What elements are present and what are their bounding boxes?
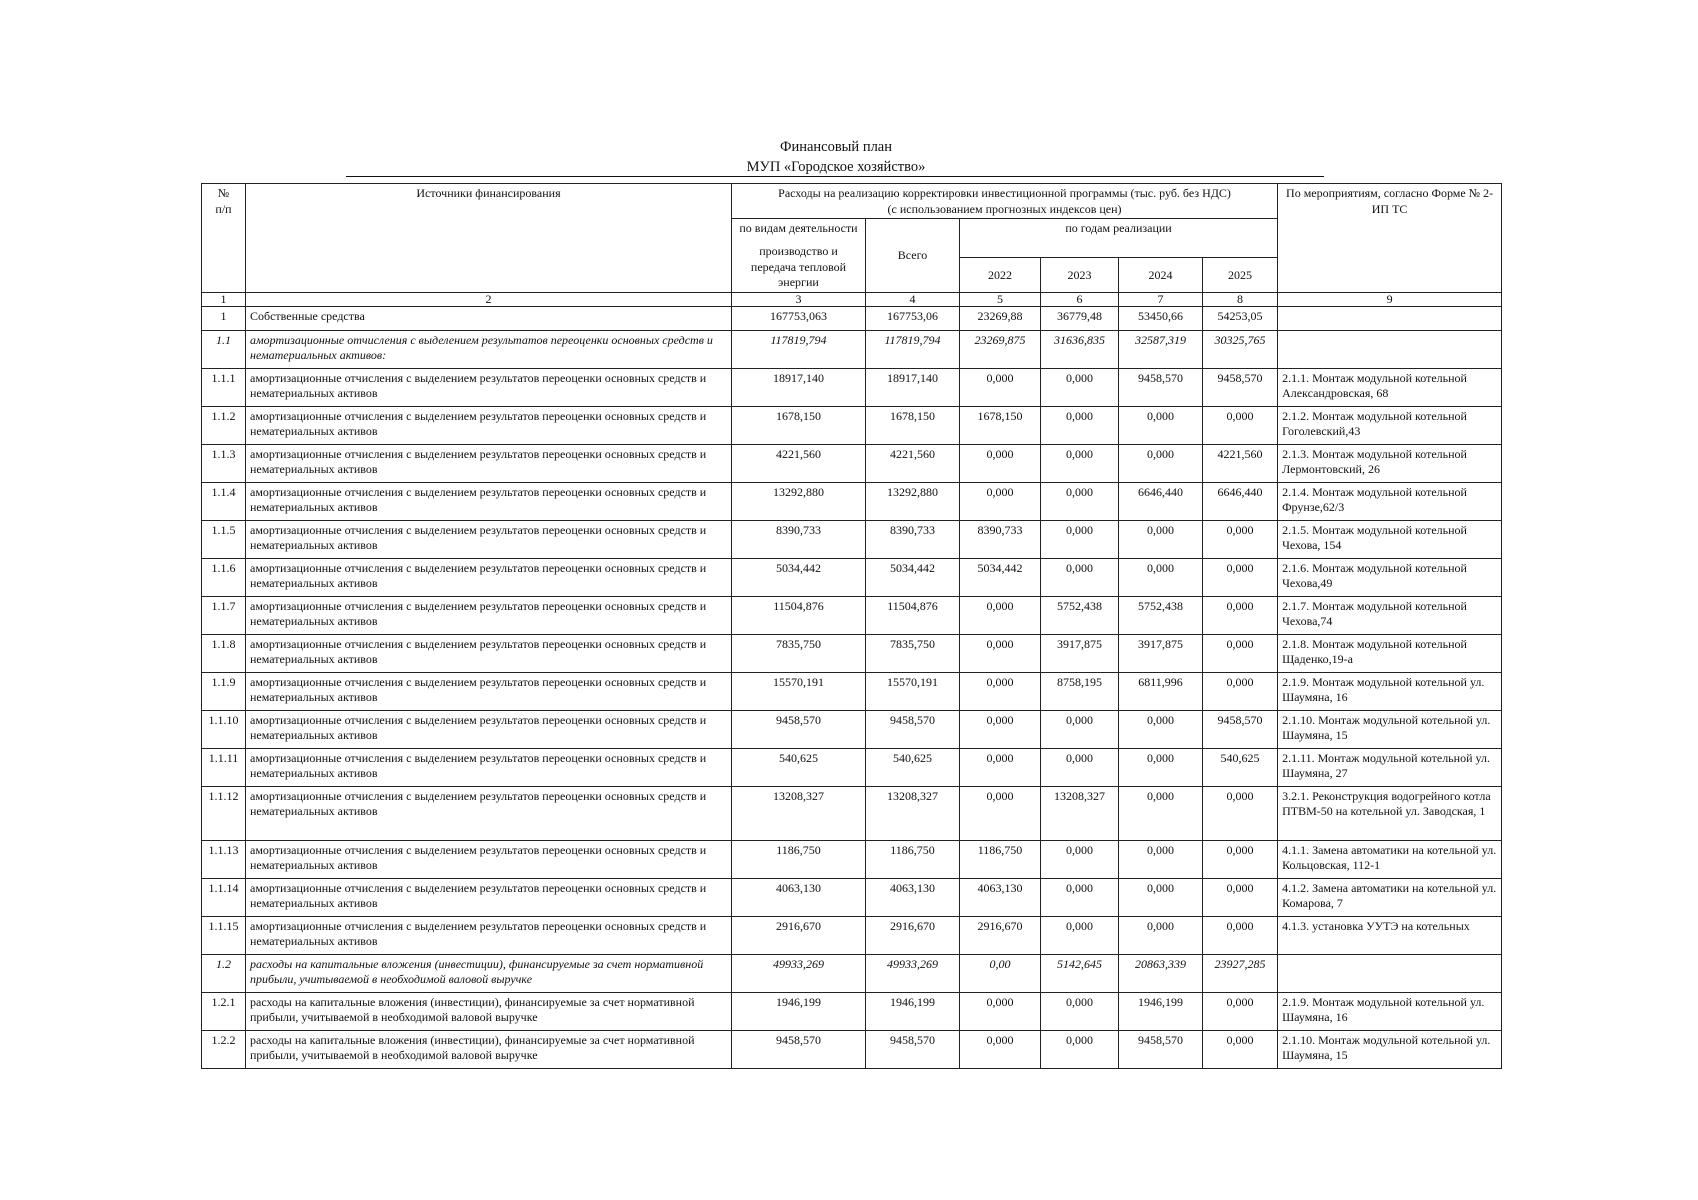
column-number: 5 <box>960 292 1041 306</box>
event-cell: 2.1.11. Монтаж модульной котельной ул. Шаумяна, 27 <box>1278 748 1502 786</box>
year-2023-cell: 0,000 <box>1041 444 1119 482</box>
year-2022-cell: 23269,88 <box>960 306 1041 330</box>
header-col-expenses: Расходы на реализацию корректировки инвестиционной программы (тыс. руб. без НДС) (с использованием прогнозных индексов цен) <box>732 184 1278 219</box>
table-row <box>202 306 1502 330</box>
event-cell: 2.1.9. Монтаж модульной котельной ул. Шаумяна, 16 <box>1278 672 1502 710</box>
table-row <box>202 406 1502 444</box>
table-body <box>202 306 1502 1068</box>
total-amount-cell: 1186,750 <box>866 840 960 878</box>
year-2024-cell: 0,000 <box>1119 878 1203 916</box>
row-number-cell: 1.1.7 <box>202 596 246 634</box>
table-row <box>202 710 1502 748</box>
year-2023-cell: 31636,835 <box>1041 330 1119 368</box>
year-2025-cell: 0,000 <box>1203 1030 1278 1068</box>
header-col-num: № п/п <box>202 184 246 293</box>
year-2023-cell: 0,000 <box>1041 992 1119 1030</box>
activity-amount-cell: 49933,269 <box>732 954 866 992</box>
activity-amount-cell: 117819,794 <box>732 330 866 368</box>
activity-amount-cell: 540,625 <box>732 748 866 786</box>
year-2025-cell: 0,000 <box>1203 406 1278 444</box>
financing-source-cell: амортизационные отчисления с выделением результатов переоценки основных средств и нематериальных активов <box>246 878 732 916</box>
year-2022-cell: 0,000 <box>960 710 1041 748</box>
row-number-cell: 1.1.6 <box>202 558 246 596</box>
total-amount-cell: 9458,570 <box>866 1030 960 1068</box>
activity-amount-cell: 13292,880 <box>732 482 866 520</box>
year-2025-cell: 6646,440 <box>1203 482 1278 520</box>
organization-name: МУП «Городское хозяйство» <box>746 159 926 175</box>
total-amount-cell: 49933,269 <box>866 954 960 992</box>
total-amount-cell: 11504,876 <box>866 596 960 634</box>
activity-amount-cell: 2916,670 <box>732 916 866 954</box>
year-2024-cell: 9458,570 <box>1119 368 1203 406</box>
table-row <box>202 368 1502 406</box>
year-2025-cell: 0,000 <box>1203 786 1278 840</box>
year-2024-cell: 0,000 <box>1119 444 1203 482</box>
year-2023-cell: 13208,327 <box>1041 786 1119 840</box>
year-2022-cell: 23269,875 <box>960 330 1041 368</box>
year-2024-cell: 0,000 <box>1119 786 1203 840</box>
financing-source-cell: амортизационные отчисления с выделением результатов переоценки основных средств и нематериальных активов <box>246 368 732 406</box>
financial-plan-table <box>201 183 1502 1069</box>
year-2025-cell: 9458,570 <box>1203 368 1278 406</box>
row-number-cell: 1.1.11 <box>202 748 246 786</box>
financing-source-cell: амортизационные отчисления с выделением результатов переоценки основных средств и нематериальных активов <box>246 520 732 558</box>
financing-source-cell: амортизационные отчисления с выделением результатов переоценки основных средств и нематериальных активов <box>246 558 732 596</box>
event-cell: 2.1.7. Монтаж модульной котельной Чехова,74 <box>1278 596 1502 634</box>
total-amount-cell: 13292,880 <box>866 482 960 520</box>
header-col-activity-bottom: производство и передача тепловой энергии <box>732 242 866 292</box>
year-2025-cell: 9458,570 <box>1203 710 1278 748</box>
activity-amount-cell: 7835,750 <box>732 634 866 672</box>
header-col-total: Всего <box>866 219 960 293</box>
table-row <box>202 786 1502 840</box>
year-2024-cell: 0,000 <box>1119 916 1203 954</box>
year-2025-cell: 4221,560 <box>1203 444 1278 482</box>
row-number-cell: 1.2.1 <box>202 992 246 1030</box>
financing-source-cell: расходы на капитальные вложения (инвестиции), финансируемые за счет нормативной прибыли, учитываемой в необходимой валовой выручке <box>246 992 732 1030</box>
row-number-cell: 1.1.12 <box>202 786 246 840</box>
year-2024-cell: 3917,875 <box>1119 634 1203 672</box>
year-2022-cell: 0,000 <box>960 444 1041 482</box>
table-row <box>202 482 1502 520</box>
year-2023-cell: 0,000 <box>1041 558 1119 596</box>
event-cell: 2.1.5. Монтаж модульной котельной Чехова, 154 <box>1278 520 1502 558</box>
activity-amount-cell: 4063,130 <box>732 878 866 916</box>
row-number-cell: 1 <box>202 306 246 330</box>
year-2022-cell: 0,000 <box>960 634 1041 672</box>
table-header <box>202 184 1502 307</box>
event-cell <box>1278 330 1502 368</box>
year-2023-cell: 0,000 <box>1041 406 1119 444</box>
table-row <box>202 748 1502 786</box>
header-year-2022: 2022 <box>960 258 1041 292</box>
activity-amount-cell: 8390,733 <box>732 520 866 558</box>
year-2022-cell: 1678,150 <box>960 406 1041 444</box>
title-underline <box>346 176 1324 177</box>
column-number: 7 <box>1119 292 1203 306</box>
activity-amount-cell: 1946,199 <box>732 992 866 1030</box>
event-cell: 2.1.8. Монтаж модульной котельной Щаденко,19-а <box>1278 634 1502 672</box>
financing-source-cell: Собственные средства <box>246 306 732 330</box>
column-number: 6 <box>1041 292 1119 306</box>
year-2022-cell: 0,00 <box>960 954 1041 992</box>
table-row <box>202 520 1502 558</box>
total-amount-cell: 4221,560 <box>866 444 960 482</box>
event-cell <box>1278 306 1502 330</box>
activity-amount-cell: 13208,327 <box>732 786 866 840</box>
year-2025-cell: 0,000 <box>1203 672 1278 710</box>
table-row <box>202 992 1502 1030</box>
activity-amount-cell: 167753,063 <box>732 306 866 330</box>
event-cell: 4.1.2. Замена автоматики на котельной ул. Комарова, 7 <box>1278 878 1502 916</box>
header-col-source: Источники финансирования <box>246 184 732 293</box>
year-2024-cell: 6646,440 <box>1119 482 1203 520</box>
financing-source-cell: амортизационные отчисления с выделением результатов переоценки основных средств и нематериальных активов <box>246 840 732 878</box>
year-2022-cell: 0,000 <box>960 482 1041 520</box>
header-year-2024: 2024 <box>1119 258 1203 292</box>
row-number-cell: 1.1.10 <box>202 710 246 748</box>
row-number-cell: 1.1.2 <box>202 406 246 444</box>
year-2023-cell: 3917,875 <box>1041 634 1119 672</box>
column-number: 9 <box>1278 292 1502 306</box>
year-2023-cell: 5142,645 <box>1041 954 1119 992</box>
financing-source-cell: расходы на капитальные вложения (инвестиции), финансируемые за счет нормативной прибыли, учитываемой в необходимой валовой выручке <box>246 954 732 992</box>
financing-source-cell: амортизационные отчисления с выделением результатов переоценки основных средств и нематериальных активов <box>246 482 732 520</box>
column-number: 8 <box>1203 292 1278 306</box>
financing-source-cell: амортизационные отчисления с выделением результатов переоценки основных средств и нематериальных активов <box>246 634 732 672</box>
table-row <box>202 330 1502 368</box>
header-years-spacer <box>960 242 1278 258</box>
row-number-cell: 1.1.1 <box>202 368 246 406</box>
year-2022-cell: 8390,733 <box>960 520 1041 558</box>
year-2023-cell: 0,000 <box>1041 748 1119 786</box>
table-row <box>202 878 1502 916</box>
year-2023-cell: 5752,438 <box>1041 596 1119 634</box>
year-2022-cell: 0,000 <box>960 786 1041 840</box>
year-2025-cell: 0,000 <box>1203 878 1278 916</box>
financing-source-cell: амортизационные отчисления с выделением результатов переоценки основных средств и нематериальных активов <box>246 672 732 710</box>
row-number-cell: 1.1.9 <box>202 672 246 710</box>
row-number-cell: 1.1.13 <box>202 840 246 878</box>
year-2022-cell: 0,000 <box>960 1030 1041 1068</box>
event-cell: 4.1.1. Замена автоматики на котельной ул. Кольцовская, 112-1 <box>1278 840 1502 878</box>
activity-amount-cell: 11504,876 <box>732 596 866 634</box>
table-row <box>202 954 1502 992</box>
financing-source-cell: амортизационные отчисления с выделением результатов переоценки основных средств и нематериальных активов: <box>246 330 732 368</box>
year-2025-cell: 540,625 <box>1203 748 1278 786</box>
event-cell: 2.1.6. Монтаж модульной котельной Чехова,49 <box>1278 558 1502 596</box>
financing-source-cell: амортизационные отчисления с выделением результатов переоценки основных средств и нематериальных активов <box>246 786 732 840</box>
financing-source-cell: амортизационные отчисления с выделением результатов переоценки основных средств и нематериальных активов <box>246 406 732 444</box>
year-2023-cell: 0,000 <box>1041 916 1119 954</box>
header-year-2025: 2025 <box>1203 258 1278 292</box>
year-2022-cell: 0,000 <box>960 672 1041 710</box>
activity-amount-cell: 9458,570 <box>732 1030 866 1068</box>
activity-amount-cell: 15570,191 <box>732 672 866 710</box>
year-2025-cell: 0,000 <box>1203 992 1278 1030</box>
activity-amount-cell: 5034,442 <box>732 558 866 596</box>
column-number: 3 <box>732 292 866 306</box>
header-col-activity-top: по видам деятельности <box>732 219 866 243</box>
event-cell: 2.1.10. Монтаж модульной котельной ул. Шаумяна, 15 <box>1278 1030 1502 1068</box>
year-2025-cell: 23927,285 <box>1203 954 1278 992</box>
year-2024-cell: 20863,339 <box>1119 954 1203 992</box>
year-2023-cell: 0,000 <box>1041 1030 1119 1068</box>
total-amount-cell: 4063,130 <box>866 878 960 916</box>
year-2025-cell: 0,000 <box>1203 916 1278 954</box>
table-row <box>202 840 1502 878</box>
column-number: 4 <box>866 292 960 306</box>
year-2024-cell: 0,000 <box>1119 406 1203 444</box>
event-cell: 2.1.10. Монтаж модульной котельной ул. Шаумяна, 15 <box>1278 710 1502 748</box>
activity-amount-cell: 1186,750 <box>732 840 866 878</box>
year-2025-cell: 0,000 <box>1203 520 1278 558</box>
year-2022-cell: 0,000 <box>960 748 1041 786</box>
financing-source-cell: амортизационные отчисления с выделением результатов переоценки основных средств и нематериальных активов <box>246 444 732 482</box>
event-cell: 3.2.1. Реконструкция водогрейного котла ПТВМ-50 на котельной ул. Заводская, 1 <box>1278 786 1502 840</box>
year-2024-cell: 9458,570 <box>1119 1030 1203 1068</box>
header-year-2023: 2023 <box>1041 258 1119 292</box>
year-2023-cell: 0,000 <box>1041 840 1119 878</box>
event-cell: 4.1.3. установка УУТЭ на котельных <box>1278 916 1502 954</box>
total-amount-cell: 7835,750 <box>866 634 960 672</box>
column-number-row <box>202 292 1502 306</box>
total-amount-cell: 117819,794 <box>866 330 960 368</box>
total-amount-cell: 9458,570 <box>866 710 960 748</box>
year-2022-cell: 0,000 <box>960 368 1041 406</box>
event-cell <box>1278 954 1502 992</box>
year-2024-cell: 32587,319 <box>1119 330 1203 368</box>
year-2023-cell: 8758,195 <box>1041 672 1119 710</box>
year-2023-cell: 0,000 <box>1041 482 1119 520</box>
year-2024-cell: 5752,438 <box>1119 596 1203 634</box>
row-number-cell: 1.1.4 <box>202 482 246 520</box>
year-2023-cell: 36779,48 <box>1041 306 1119 330</box>
document-title: Финансовый план <box>779 139 893 155</box>
year-2025-cell: 0,000 <box>1203 596 1278 634</box>
table-row <box>202 444 1502 482</box>
event-cell: 2.1.3. Монтаж модульной котельной Лермонтовский, 26 <box>1278 444 1502 482</box>
financing-source-cell: амортизационные отчисления с выделением результатов переоценки основных средств и нематериальных активов <box>246 710 732 748</box>
table-row <box>202 916 1502 954</box>
event-cell: 2.1.9. Монтаж модульной котельной ул. Шаумяна, 16 <box>1278 992 1502 1030</box>
total-amount-cell: 5034,442 <box>866 558 960 596</box>
total-amount-cell: 540,625 <box>866 748 960 786</box>
financing-source-cell: амортизационные отчисления с выделением результатов переоценки основных средств и нематериальных активов <box>246 748 732 786</box>
activity-amount-cell: 4221,560 <box>732 444 866 482</box>
year-2025-cell: 0,000 <box>1203 634 1278 672</box>
column-number: 1 <box>202 292 246 306</box>
total-amount-cell: 18917,140 <box>866 368 960 406</box>
year-2024-cell: 0,000 <box>1119 840 1203 878</box>
row-number-cell: 1.1.14 <box>202 878 246 916</box>
table-row <box>202 596 1502 634</box>
year-2025-cell: 0,000 <box>1203 840 1278 878</box>
activity-amount-cell: 9458,570 <box>732 710 866 748</box>
year-2022-cell: 0,000 <box>960 992 1041 1030</box>
table-row <box>202 634 1502 672</box>
event-cell: 2.1.4. Монтаж модульной котельной Фрунзе,62/3 <box>1278 482 1502 520</box>
year-2022-cell: 5034,442 <box>960 558 1041 596</box>
financing-source-cell: амортизационные отчисления с выделением результатов переоценки основных средств и нематериальных активов <box>246 596 732 634</box>
row-number-cell: 1.2.2 <box>202 1030 246 1068</box>
event-cell: 2.1.2. Монтаж модульной котельной Гоголевский,43 <box>1278 406 1502 444</box>
table-row <box>202 1030 1502 1068</box>
year-2024-cell: 6811,996 <box>1119 672 1203 710</box>
row-number-cell: 1.1.5 <box>202 520 246 558</box>
total-amount-cell: 15570,191 <box>866 672 960 710</box>
table-row <box>202 558 1502 596</box>
year-2022-cell: 4063,130 <box>960 878 1041 916</box>
year-2025-cell: 54253,05 <box>1203 306 1278 330</box>
row-number-cell: 1.2 <box>202 954 246 992</box>
total-amount-cell: 167753,06 <box>866 306 960 330</box>
activity-amount-cell: 18917,140 <box>732 368 866 406</box>
year-2023-cell: 0,000 <box>1041 368 1119 406</box>
row-number-cell: 1.1.8 <box>202 634 246 672</box>
year-2024-cell: 0,000 <box>1119 558 1203 596</box>
activity-amount-cell: 1678,150 <box>732 406 866 444</box>
financing-source-cell: расходы на капитальные вложения (инвестиции), финансируемые за счет нормативной прибыли, учитываемой в необходимой валовой выручке <box>246 1030 732 1068</box>
total-amount-cell: 8390,733 <box>866 520 960 558</box>
row-number-cell: 1.1 <box>202 330 246 368</box>
table-row <box>202 672 1502 710</box>
row-number-cell: 1.1.3 <box>202 444 246 482</box>
year-2024-cell: 0,000 <box>1119 748 1203 786</box>
total-amount-cell: 1678,150 <box>866 406 960 444</box>
year-2024-cell: 53450,66 <box>1119 306 1203 330</box>
year-2024-cell: 0,000 <box>1119 710 1203 748</box>
financing-source-cell: амортизационные отчисления с выделением результатов переоценки основных средств и нематериальных активов <box>246 916 732 954</box>
year-2024-cell: 1946,199 <box>1119 992 1203 1030</box>
year-2022-cell: 1186,750 <box>960 840 1041 878</box>
total-amount-cell: 1946,199 <box>866 992 960 1030</box>
year-2022-cell: 0,000 <box>960 596 1041 634</box>
year-2025-cell: 0,000 <box>1203 558 1278 596</box>
year-2022-cell: 2916,670 <box>960 916 1041 954</box>
year-2023-cell: 0,000 <box>1041 710 1119 748</box>
year-2025-cell: 30325,765 <box>1203 330 1278 368</box>
total-amount-cell: 13208,327 <box>866 786 960 840</box>
year-2023-cell: 0,000 <box>1041 520 1119 558</box>
total-amount-cell: 2916,670 <box>866 916 960 954</box>
column-number: 2 <box>246 292 732 306</box>
header-col-events: По мероприятиям, согласно Форме № 2-ИП ТС <box>1278 184 1502 293</box>
year-2023-cell: 0,000 <box>1041 878 1119 916</box>
event-cell: 2.1.1. Монтаж модульной котельной Александровская, 68 <box>1278 368 1502 406</box>
row-number-cell: 1.1.15 <box>202 916 246 954</box>
header-col-years: по годам реализации <box>960 219 1278 243</box>
year-2024-cell: 0,000 <box>1119 520 1203 558</box>
